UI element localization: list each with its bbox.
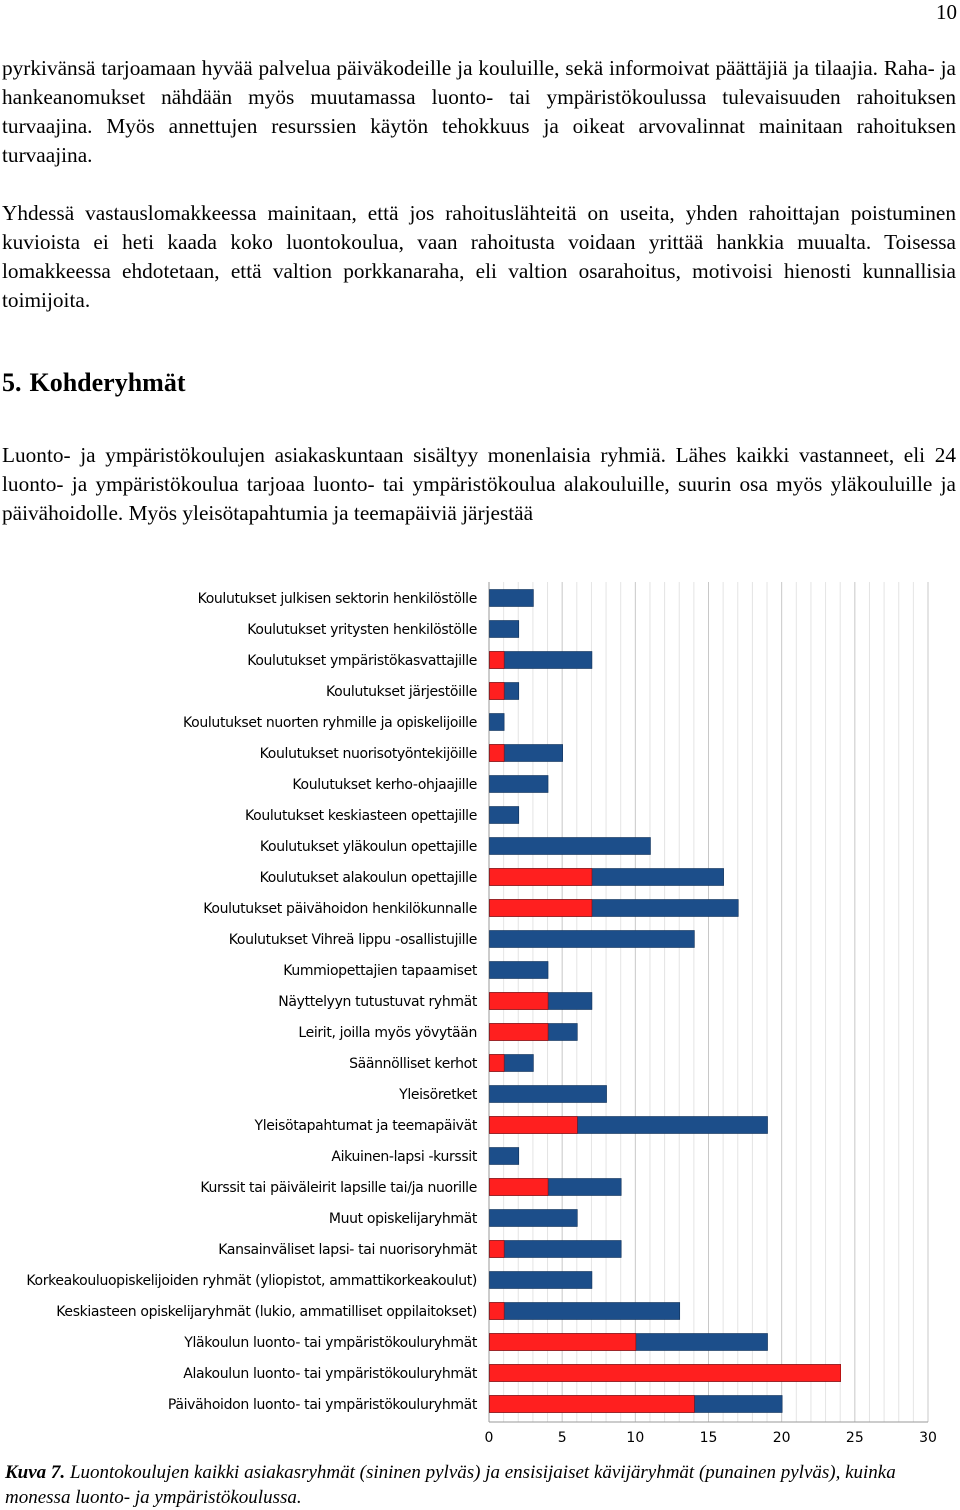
category-label: Näyttelyyn tutustuvat ryhmät xyxy=(278,994,477,1010)
category-label: Yläkoulun luonto- tai ympäristökouluryhmät xyxy=(184,1335,477,1351)
bar-total xyxy=(490,1303,680,1320)
category-label: Keskiasteen opiskelijaryhmät (lukio, ammatilliset oppilaitokset) xyxy=(56,1304,477,1320)
x-tick-label: 5 xyxy=(557,1430,567,1446)
bar-primary xyxy=(490,1396,695,1413)
bar-primary xyxy=(490,1179,549,1196)
bar-total xyxy=(490,838,651,855)
category-label: Koulutukset keskiasteen opettajille xyxy=(245,808,477,824)
category-label: Säännölliset kerhot xyxy=(349,1056,477,1072)
category-label: Kummiopettajien tapaamiset xyxy=(283,963,477,979)
category-label: Yleisötapahtumat ja teemapäivät xyxy=(254,1118,477,1134)
category-label: Muut opiskelijaryhmät xyxy=(328,1211,477,1227)
bar-chart xyxy=(0,570,960,1458)
x-tick-label: 30 xyxy=(919,1430,937,1446)
category-label: Koulutukset Vihreä lippu -osallistujille xyxy=(228,932,477,948)
x-tick-label: 15 xyxy=(699,1430,718,1446)
category-label: Koulutukset julkisen sektorin henkilöstölle xyxy=(197,591,477,607)
page-number: 10 xyxy=(936,0,957,24)
category-label: Koulutukset alakoulun opettajille xyxy=(259,870,477,886)
bar-primary xyxy=(490,993,549,1010)
bar-primary xyxy=(490,1024,549,1041)
category-label: Koulutukset nuorisotyöntekijöille xyxy=(259,746,477,762)
section-number: 5. xyxy=(2,368,22,397)
bar-primary xyxy=(490,869,592,886)
category-label: Koulutukset nuorten ryhmille ja opiskelijoille xyxy=(183,715,477,731)
bar-primary xyxy=(490,1365,841,1382)
bar-primary xyxy=(490,1055,505,1072)
bar-primary xyxy=(490,745,505,762)
category-label: Koulutukset ympäristökasvattajille xyxy=(247,653,477,669)
bar-total xyxy=(490,807,519,824)
paragraph-2: Yhdessä vastauslomakkeessa mainitaan, että jos rahoituslähteitä on useita, yhden rahoittajan poistuminen kuvioista ei heti kaada koko luontokoulua, vaan rahoitusta voidaan yrittää hankkia muualta. Toisessa lomakkeessa ehdotetaan, että valtion porkkanaraha, eli valtion osarahoitus, motivoisi hienosti kunnallisia toimijoita. xyxy=(2,201,956,312)
bar-primary xyxy=(490,900,592,917)
category-label: Koulutukset yläkoulun opettajille xyxy=(259,839,477,855)
bar-total xyxy=(490,590,534,607)
category-label: Päivähoidon luonto- tai ympäristökouluryhmät xyxy=(167,1397,477,1413)
x-tick-label: 10 xyxy=(626,1430,645,1446)
bar-total xyxy=(490,1086,607,1103)
category-label: Kurssit tai päiväleirit lapsille tai/ja nuorille xyxy=(200,1180,477,1196)
bar-primary xyxy=(490,652,505,669)
category-label: Koulutukset kerho-ohjaajille xyxy=(292,777,477,793)
x-tick-label: 25 xyxy=(845,1430,864,1446)
paragraph-3: Luonto- ja ympäristökoulujen asiakaskuntaan sisältyy monenlaisia ryhmiä. Lähes kaikki vastanneet, eli 24 luonto- ja ympäristökoulua tarjoaa luonto- tai ympäristökoulua alakouluille, suurin osa myös yläkouluille ja päivähoidolle. Myös yleisötapahtumia ja teemapäiviä järjestää xyxy=(2,443,956,525)
paragraph-1: pyrkivänsä tarjoamaan hyvää palvelua päiväkodeille ja kouluille, sekä informoivat päättäjiä ja tilaajia. Raha- ja hankeanomukset nähdään myös muutamassa luonto- tai ympäristökoulussa tulevaisuuden rahoituksen turvaajina. Myös annettujen resurssien käytön tehokkuus ja oikeat arvovalinnat mainitaan rahoituksen turvaajina. xyxy=(2,56,956,167)
bar-total xyxy=(490,776,549,793)
category-label: Kansainväliset lapsi- tai nuorisoryhmät xyxy=(218,1242,477,1258)
bar-total xyxy=(490,1241,622,1258)
category-label: Leirit, joilla myös yövytään xyxy=(298,1025,477,1041)
bar-primary xyxy=(490,1334,636,1351)
section-heading xyxy=(2,363,186,403)
figure-caption xyxy=(5,1460,955,1510)
caption-label: Kuva 7. xyxy=(5,1462,66,1483)
category-label: Koulutukset yritysten henkilöstölle xyxy=(247,622,477,638)
section-title: Kohderyhmät xyxy=(29,368,186,397)
bar-total xyxy=(490,621,519,638)
chart-category-labels xyxy=(26,591,477,1413)
bar-total xyxy=(490,1272,592,1289)
category-label: Alakoulun luonto- tai ympäristökouluryhmät xyxy=(183,1366,477,1382)
bar-total xyxy=(490,1148,519,1165)
bar-total xyxy=(490,931,695,948)
bar-total xyxy=(490,652,592,669)
category-label: Koulutukset järjestöille xyxy=(326,684,477,700)
x-tick-label: 0 xyxy=(484,1430,494,1446)
bar-total xyxy=(490,714,505,731)
category-label: Korkeakouluopiskelijoiden ryhmät (yliopistot, ammattikorkeakoulut) xyxy=(26,1273,477,1289)
bar-total xyxy=(490,962,549,979)
category-label: Yleisöretket xyxy=(399,1087,477,1103)
bar-total xyxy=(490,1210,578,1227)
bar-primary xyxy=(490,1117,578,1134)
chart-tick-labels xyxy=(485,1430,937,1446)
bar-primary xyxy=(490,1241,505,1258)
category-label: Koulutukset päivähoidon henkilökunnalle xyxy=(203,901,477,917)
bar-primary xyxy=(490,683,505,700)
category-label: Aikuinen-lapsi -kurssit xyxy=(331,1149,477,1165)
x-tick-label: 20 xyxy=(772,1430,791,1446)
caption-text: Luontokoulujen kaikki asiakasryhmät (sininen pylväs) ja ensisijaiset kävijäryhmät (punainen pylväs), kuinka monessa luonto- ja ympäristökoulussa. xyxy=(5,1462,896,1508)
bar-primary xyxy=(490,1303,505,1320)
